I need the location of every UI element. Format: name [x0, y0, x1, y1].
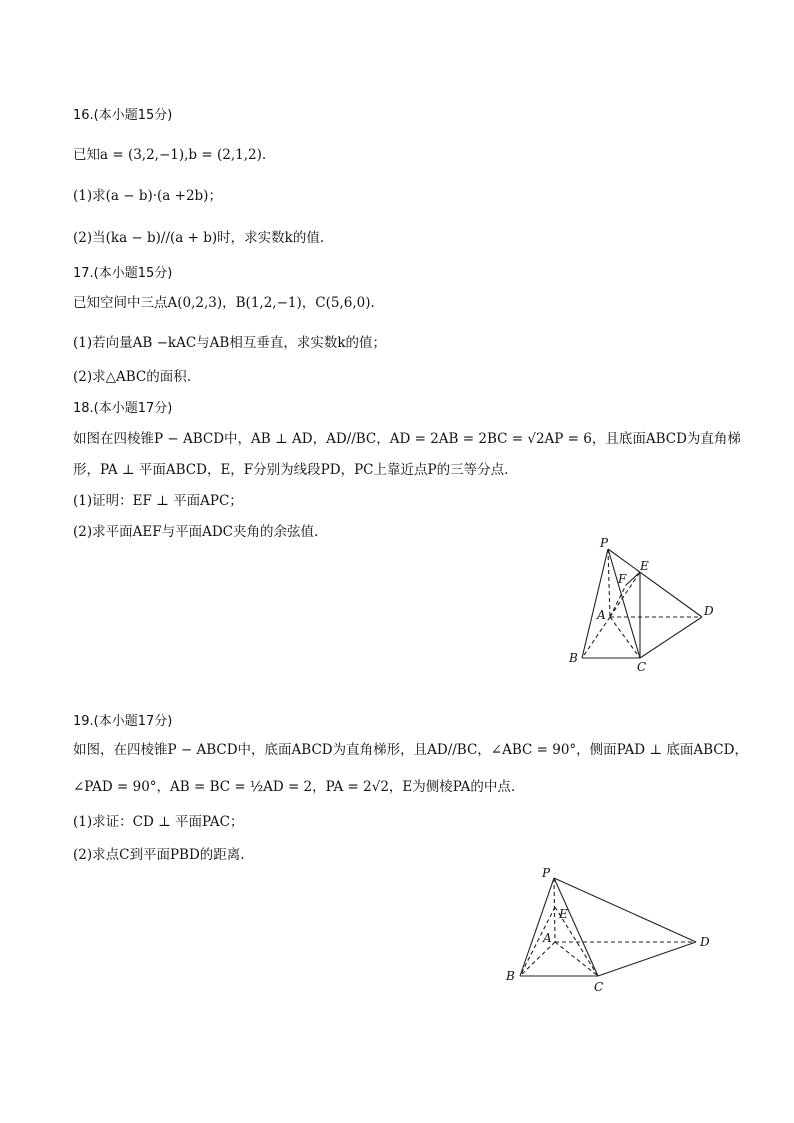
- diagonal-ac: [610, 617, 640, 658]
- label-e: E: [559, 907, 568, 921]
- q19-heading: 19.(本小题17分): [73, 714, 173, 729]
- label-d: D: [700, 935, 710, 949]
- label-p: P: [542, 866, 551, 880]
- edge-pa: [554, 878, 555, 942]
- edge-pd: [554, 878, 696, 942]
- edge-ab: [520, 942, 555, 976]
- q17-part1: (1)若向量AB −kAC与AB相互垂直，求实数k的值；: [73, 335, 387, 351]
- edge-ab: [582, 617, 610, 658]
- label-b: B: [506, 969, 515, 983]
- label-d: D: [704, 604, 714, 618]
- q18-part2: (2)求平面AEF与平面ADC夹角的余弦值.: [73, 524, 319, 540]
- label-c: C: [594, 980, 604, 994]
- label-p: P: [600, 536, 609, 550]
- label-f: F: [618, 572, 627, 586]
- segment-ef: [626, 572, 640, 585]
- q16-heading: 16.(本小题15分): [73, 108, 173, 123]
- q18-stem-line2: 形，PA ⊥ 平面ABCD，E，F分别为线段PD，PC上靠近点P的三等分点.: [73, 462, 509, 478]
- label-b: B: [569, 651, 578, 665]
- q17-stem: 已知空间中三点A(0,2,3)，B(1,2,−1)，C(5,6,0).: [73, 295, 375, 311]
- q19-pyramid-figure: [500, 862, 720, 997]
- q18-pyramid-figure: [560, 535, 720, 675]
- edge-cd: [598, 942, 696, 976]
- label-a: A: [543, 931, 552, 945]
- q18-part1: (1)证明：EF ⊥ 平面APC；: [73, 493, 243, 509]
- q19-part1: (1)求证：CD ⊥ 平面PAC；: [73, 814, 244, 830]
- q17-part2: (2)求△ABC的面积.: [73, 369, 192, 385]
- edge-pc: [554, 878, 598, 976]
- q16-part1: (1)求(a − b)·(a +2b)；: [73, 188, 222, 204]
- q16-stem: 已知a = (3,2,−1),b = (2,1,2).: [73, 147, 267, 163]
- q16-part2: (2)当(ka − b)//(a + b)时，求实数k的值.: [73, 230, 325, 246]
- label-a: A: [597, 608, 606, 622]
- edge-pb: [582, 549, 608, 658]
- q17-heading: 17.(本小题15分): [73, 266, 173, 281]
- q19-stem-line1: 如图，在四棱锥P − ABCD中，底面ABCD为直角梯形，且AD//BC，∠ABC = 90°，侧面PAD ⊥ 底面ABCD，: [73, 742, 748, 758]
- edge-pc: [608, 549, 640, 658]
- edge-pb: [520, 878, 554, 976]
- edge-pa: [608, 549, 610, 617]
- label-e: E: [640, 559, 649, 573]
- q18-heading: 18.(本小题17分): [73, 401, 173, 416]
- edge-cd: [640, 617, 702, 658]
- q19-part2: (2)求点C到平面PBD的距离.: [73, 847, 245, 863]
- diagonal-ac: [555, 942, 598, 976]
- q18-stem-line1: 如图在四棱锥P − ABCD中，AB ⊥ AD，AD//BC，AD = 2AB = 2BC = √2AP = 6，且底面ABCD为直角梯: [73, 431, 741, 447]
- q19-stem-line2: ∠PAD = 90°，AB = BC = ½AD = 2，PA = 2√2，E为侧棱PA的中点.: [73, 779, 516, 795]
- label-c: C: [637, 660, 647, 674]
